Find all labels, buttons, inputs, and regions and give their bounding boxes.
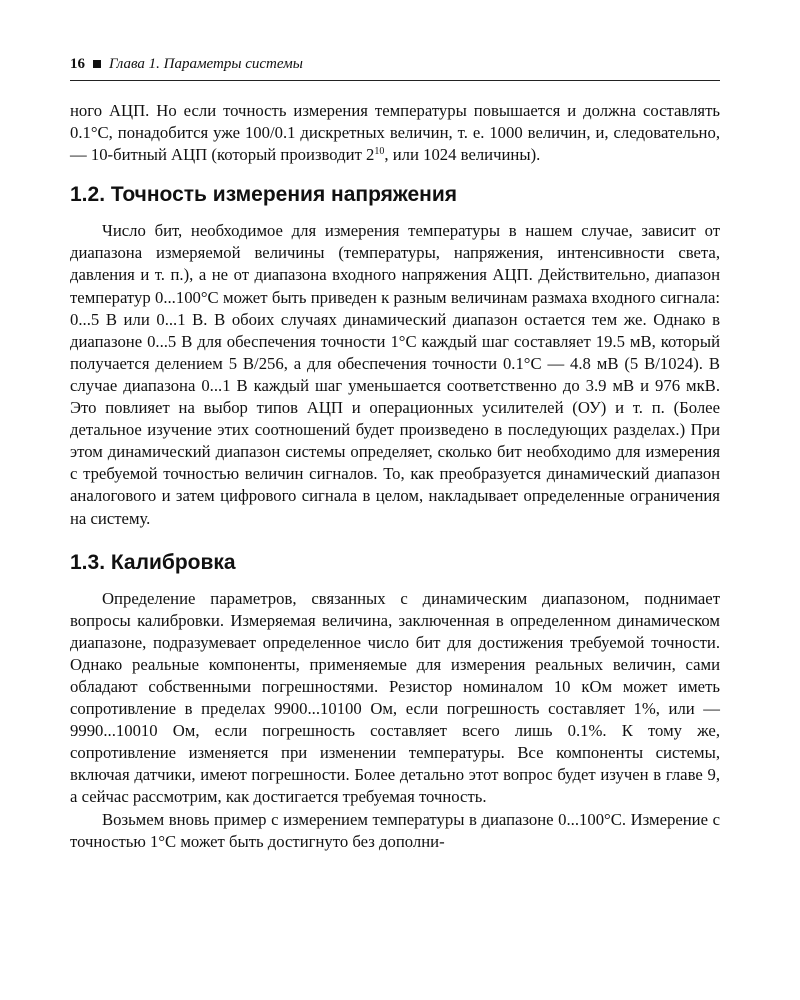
intro-exponent: 10 xyxy=(374,146,385,158)
header-rule xyxy=(70,80,720,81)
section-3-paragraph-2: Возьмем вновь пример с измерением температуры в диапазоне 0...100°C. Измерение с точностью 1°C может быть достигнуто без дополни- xyxy=(70,809,720,851)
chapter-title: Глава 1. Параметры системы xyxy=(109,56,303,72)
intro-paragraph xyxy=(70,100,720,166)
body-text xyxy=(70,100,720,853)
square-bullet-icon xyxy=(93,60,101,68)
intro-text-part1: ного АЦП. Но если точность измерения температуры повышается и должна составлять 0.1°C, понадобится уже 100/0.1 дискретных величин, т. е. 1000 величин, и, следовательно, — 10-битный АЦП (который производит 2 xyxy=(70,101,720,165)
running-head xyxy=(70,56,720,73)
section-heading-voltage-accuracy: 1.2. Точность измерения напряжения xyxy=(70,183,458,207)
page-number: 16 xyxy=(70,56,85,72)
intro-text-part2: , или 1024 величины). xyxy=(384,145,541,165)
section-heading-calibration: 1.3. Калибровка xyxy=(70,550,236,574)
section-3-paragraph-1: Определение параметров, связанных с динамическим диапазоном, поднимает вопросы калибровки. Измеряемая величина, заключенная в определенном динамическом диапазоне, подразумевает определенное число бит для достижения требуемой точности. Однако реальные компоненты, применяемые для измерения реальных величин, сами обладают собственными погрешностями. Резистор номиналом 10 кОм может иметь сопротивление в пределах 9900...10100 Ом, если погрешность составляет 1%, или — 9990...10010 Ом, если погрешность составляет всего лишь 0.1%. К тому же, сопротивление изменяется при изменении температуры. Все компоненты системы, включая датчики, имеют погрешности. Более детально этот вопрос будет изучен в главе 9, а сейчас рассмотрим, как достигается требуемая точность. xyxy=(70,588,720,807)
section-2-paragraph: Число бит, необходимое для измерения температуры в нашем случае, зависит от диапазона измеряемой величины (температуры, напряжения, интенсивности света, давления и т. п.), а не от диапазона входного напряжения АЦП. Действительно, диапазон температур 0...100°C может быть приведен к разным величинам размаха входного сигнала: 0...5 В или 0...1 В. В обоих случаях динамический диапазон остается тем же. Однако в диапазоне 0...5 В для обеспечения точности 1°C каждый шаг составляет 19.5 мВ, который получается делением 5 В/256, а для обеспечения точности 0.1°C — 4.8 мВ (5 В/1024). В случае диапазона 0...1 В каждый шаг уменьшается соответственно до 3.9 мВ и 976 мкВ. Это повлияет на выбор типов АЦП и операционных усилителей (ОУ) и т. п. (Более детальное изучение этих соотношений будет произведено в последующих разделах.) При этом динамический диапазон системы определяет, сколько бит необходимо для измерения с требуемой точностью величин сигналов. То, как преобразуется динамический диапазон аналогового и затем цифрового сигнала в целом, накладывает определенные ограничения на систему. xyxy=(70,221,720,528)
